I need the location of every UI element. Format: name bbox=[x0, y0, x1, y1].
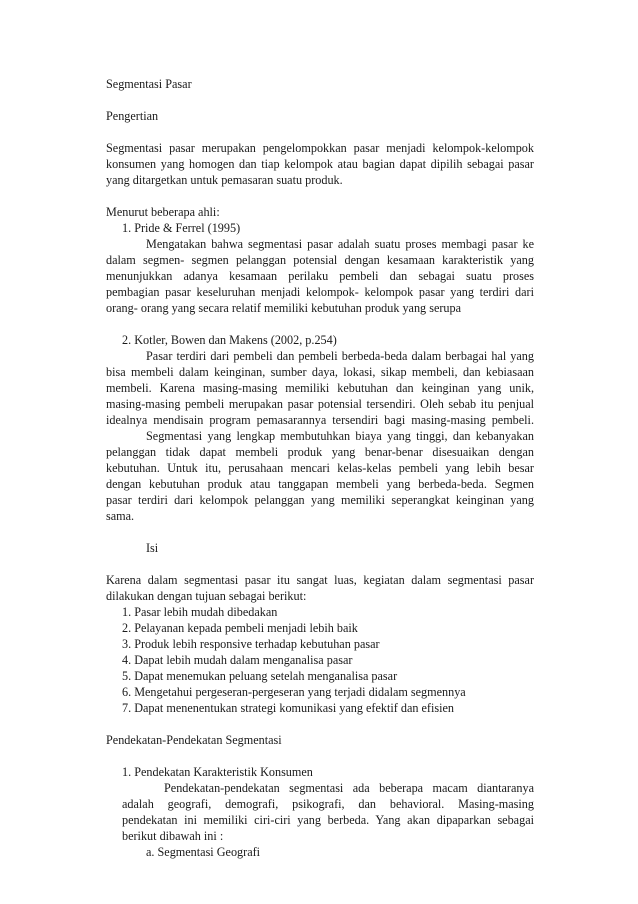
expert1-line: menunjukkan adanya kesamaan perilaku pembeli dan sebagai suatu proses bbox=[106, 269, 534, 283]
document-title: Segmentasi Pasar bbox=[106, 77, 192, 91]
list-item: 2. Pelayanan kepada pembeli menjadi lebih baik bbox=[122, 621, 358, 635]
pendekatan1-line: berikut dibawah ini : bbox=[122, 829, 224, 843]
pendekatan1-line: Pendekatan-pendekatan segmentasi ada beberapa macam diantaranya bbox=[164, 781, 534, 795]
expert2-heading: 2. Kotler, Bowen dan Makens (2002, p.254) bbox=[122, 333, 337, 347]
expert1-line: pembagian pasar keseluruhan menjadi kelompok- kelompok pasar yang terdiri dari bbox=[106, 285, 534, 299]
pendekatan1-heading: 1. Pendekatan Karakteristik Konsumen bbox=[122, 765, 313, 779]
expert2-line: Pasar terdiri dari pembeli dan pembeli berbeda-beda dalam berbagai hal yang bbox=[146, 349, 534, 363]
list-item: 6. Mengetahui pergeseran-pergeseran yang terjadi didalam segmennya bbox=[122, 685, 466, 699]
expert2-line: kebutuhan. Untuk itu, perusahaan mencari kelas-kelas pembeli yang lebih besar bbox=[106, 461, 534, 475]
expert2-line: Segmentasi yang lengkap membutuhkan biaya yang tinggi, dan kebanyakan bbox=[146, 429, 534, 443]
sub-heading-a: a. Segmentasi Geografi bbox=[146, 845, 261, 859]
pengertian-line: yang ditargetkan untuk pemasaran suatu produk. bbox=[106, 173, 343, 187]
expert2-line: masing-masing pembeli merupakan pasar potensial tersendiri. Oleh sebab itu penjual bbox=[106, 397, 534, 411]
isi-intro-line: Karena dalam segmentasi pasar itu sangat luas, kegiatan dalam segmentasi pasar bbox=[106, 573, 534, 587]
pengertian-line: konsumen yang homogen dan tiap kelompok atau bagian dapat dipilih sebagai pasar bbox=[106, 157, 534, 171]
expert2-line: pelanggan tidak dapat membeli produk yang benar-benar disesuaikan dengan bbox=[106, 445, 534, 459]
expert2-line: dengan kebutuhan produk atau tanggapan membeli yang berbeda-beda. Segmen bbox=[106, 477, 534, 491]
expert1-heading: 1. Pride & Ferrel (1995) bbox=[122, 221, 241, 235]
expert2-line: membeli. Karena masing-masing memiliki kebutuhan dan keinginan yang unik, bbox=[106, 381, 534, 395]
expert1-line: Mengatakan bahwa segmentasi pasar adalah suatu proses membagi pasar ke bbox=[146, 237, 534, 251]
expert2-line: idealnya mendisain program pemasarannya tersendiri bagi masing-masing pembeli. bbox=[106, 413, 534, 427]
pendekatan1-line: adalah geografi, demografi, psikografi, dan behavioral. Masing-masing bbox=[122, 797, 534, 811]
pengertian-heading: Pengertian bbox=[106, 109, 159, 123]
isi-heading: Isi bbox=[146, 541, 159, 555]
expert1-line: orang- orang yang secara relatif memiliki kebutuhan produk yang serupa bbox=[106, 301, 462, 315]
pendekatan-heading: Pendekatan-Pendekatan Segmentasi bbox=[106, 733, 282, 747]
expert2-line: bisa membeli dalam keinginan, sumber daya, lokasi, sikap membeli, dan kebiasaan bbox=[106, 365, 534, 379]
list-item: 1. Pasar lebih mudah dibedakan bbox=[122, 605, 278, 619]
list-item: 7. Dapat menenentukan strategi komunikasi yang efektif dan efisien bbox=[122, 701, 455, 715]
expert2-line: pasar terdiri dari kelompok pelanggan yang memiliki seperangkat keinginan yang bbox=[106, 493, 534, 507]
isi-intro-line: dilakukan dengan tujuan sebagai berikut: bbox=[106, 589, 307, 603]
list-item: 3. Produk lebih responsive terhadap kebutuhan pasar bbox=[122, 637, 380, 651]
expert2-line: sama. bbox=[106, 509, 135, 523]
menurut-label: Menurut beberapa ahli: bbox=[106, 205, 220, 219]
list-item: 4. Dapat lebih mudah dalam menganalisa pasar bbox=[122, 653, 353, 667]
pengertian-line: Segmentasi pasar merupakan pengelompokkan pasar menjadi kelompok-kelompok bbox=[106, 141, 534, 155]
list-item: 5. Dapat menemukan peluang setelah menganalisa pasar bbox=[122, 669, 398, 683]
pendekatan1-line: pendekatan ini memiliki ciri-ciri yang berbeda. Yang akan dipaparkan sebagai bbox=[122, 813, 534, 827]
expert1-line: dalam segmen- segmen pelanggan potensial dengan kesamaan karakteristik yang bbox=[106, 253, 534, 267]
